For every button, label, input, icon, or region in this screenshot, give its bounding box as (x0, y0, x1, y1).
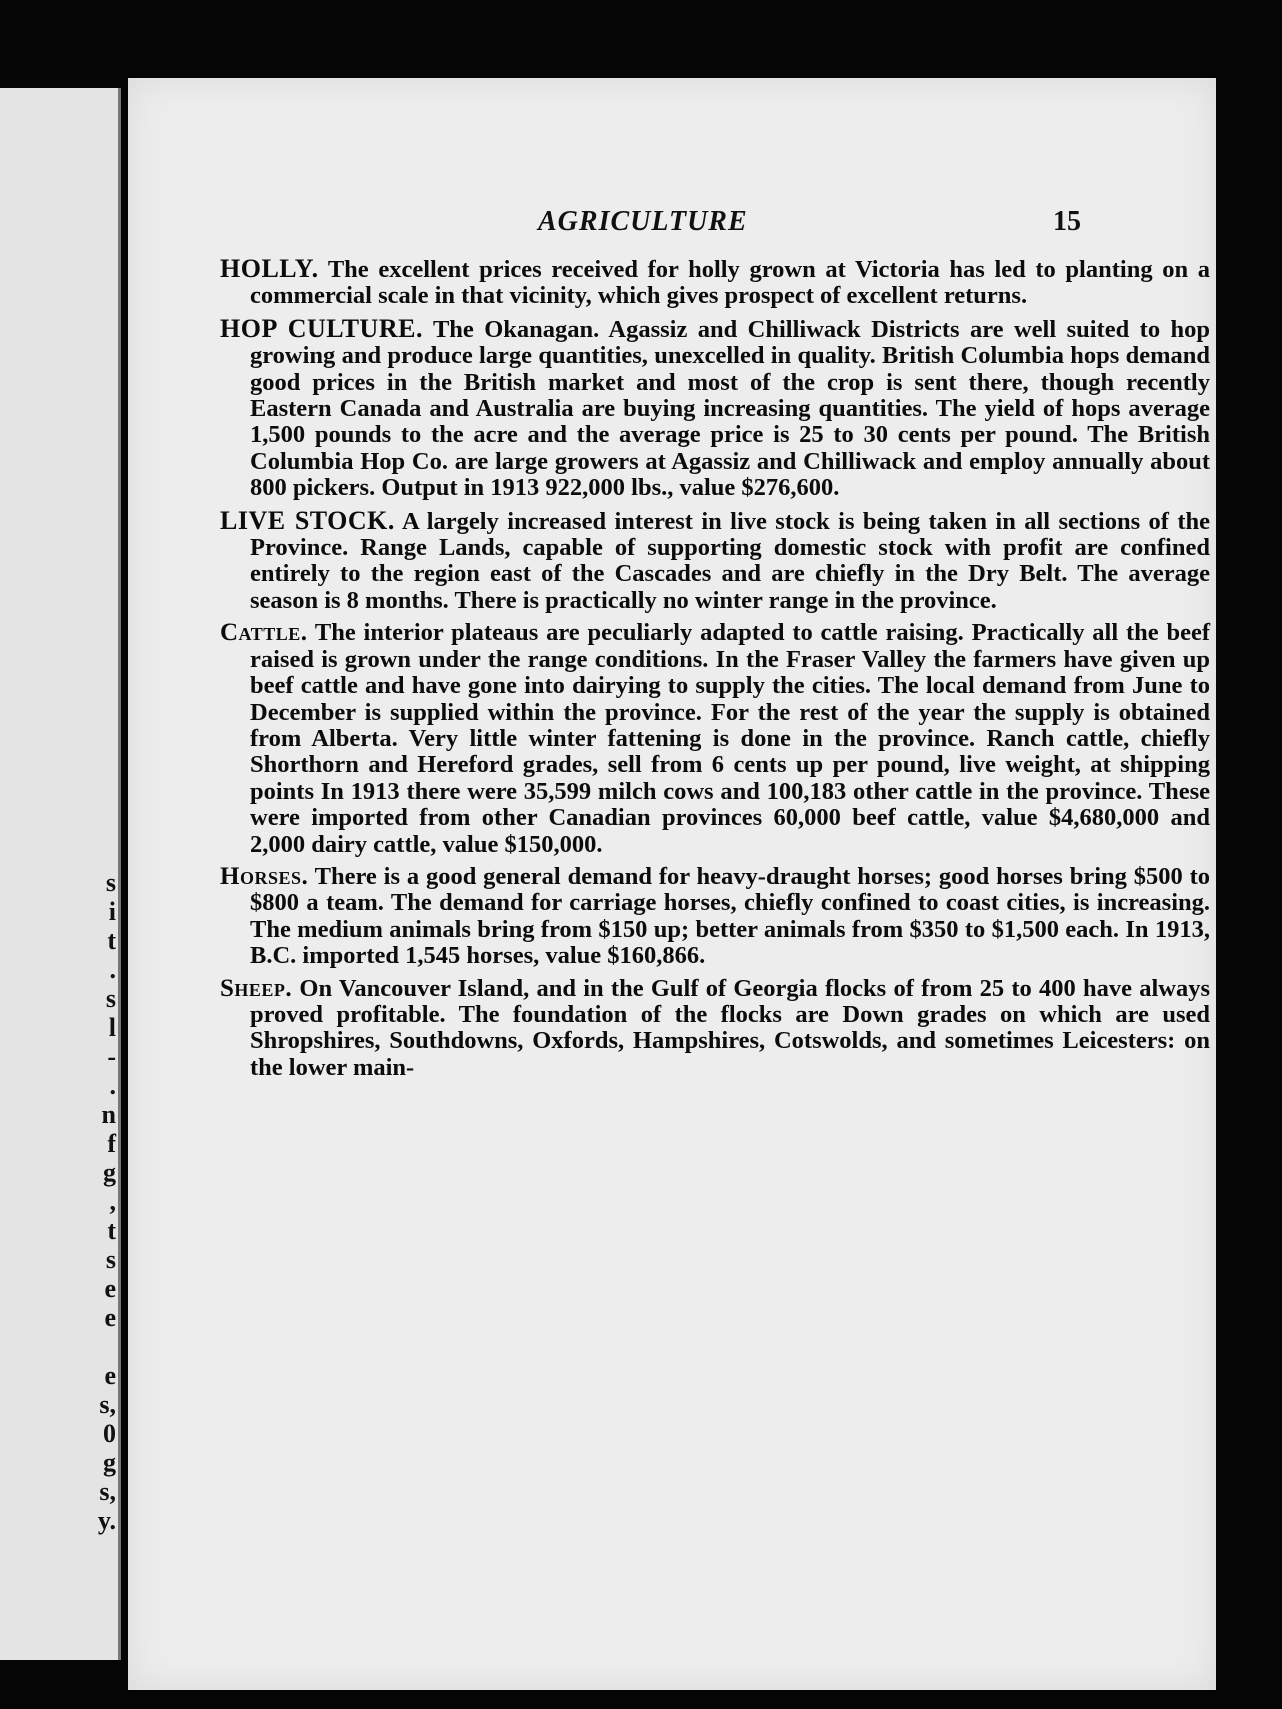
line-ending: i (108, 897, 116, 926)
line-ending: s (105, 1245, 116, 1274)
line-ending: e (104, 1274, 116, 1303)
line-ending: g (103, 1158, 116, 1187)
entry-heading: HOP CULTURE. (220, 313, 423, 343)
line-ending: l (108, 1013, 116, 1042)
line-ending: s (105, 868, 116, 897)
line-ending: y. (97, 1506, 116, 1535)
page-body (220, 256, 1210, 1087)
entry-live-stock (220, 505, 1210, 615)
line-ending: , (109, 1187, 116, 1216)
book-page (128, 78, 1216, 1690)
entry-cattle (220, 620, 1210, 858)
entry-heading: Sheep. (220, 974, 293, 1002)
line-ending: f (107, 1129, 116, 1158)
entry-hop-culture (220, 313, 1210, 502)
entry-horses (220, 864, 1210, 970)
line-ending: s, (99, 1477, 116, 1506)
line-ending: t (107, 1216, 116, 1245)
entry-heading: LIVE STOCK. (220, 505, 395, 535)
entry-text: A largely increased interest in live stock is being taken in all sections of the Province. Range Lands, capable of supporting domestic stock with profit are confined entirely to the region east of the Cascades and are chiefly in the Dry Belt. The average season is 8 months. There is practically no winter range in the province. (250, 507, 1210, 614)
entry-text: On Vancouver Island, and in the Gulf of Georgia flocks of from 25 to 400 have always proved profitable. The foundation of the flocks are Down grades on which are used Shropshires, Southdowns, Oxfords, Hampshires, Cotswolds, and sometimes Leicesters: on the lower main- (250, 974, 1211, 1081)
line-ending: 0 (103, 1419, 116, 1448)
entry-text: There is a good general demand for heavy-draught horses; good horses bring $500 to $800 a team. The demand for carriage horses, chiefly confined to coast cities, is increasing. The medium animals bring from $150 up; better animals from $350 to $1,500 each. In 1913, B.C. imported 1,545 horses, value $160,866. (250, 862, 1210, 970)
line-ending: s (105, 984, 116, 1013)
line-ending: - (107, 1042, 116, 1071)
entry-heading: Cattle. (220, 619, 308, 647)
line-ending: . (109, 955, 116, 984)
line-ending (92, 1332, 116, 1361)
entry-heading: HOLLY. (220, 254, 319, 283)
page-number: 15 (1053, 206, 1081, 237)
line-ending: . (109, 1071, 116, 1100)
running-head: AGRICULTURE (538, 206, 748, 237)
facing-page-edge (0, 88, 121, 1660)
entry-text: The Okanagan. Agassiz and Chilliwack Districts are well suited to hop growing and produce large quantities, unexcelled in quality. British Columbia hops demand good prices in the British market and most of the crop is sent there, though recently Eastern Canada and Australia are buying increasing quantities. The yield of hops average 1,500 pounds to the acre and the average price is 25 to 30 cents per pound. The British Columbia Hop Co. are large growers at Agassiz and Chilliwack and employ annually about 800 pickers. Output in 1913 922,000 lbs., value $276,600. (250, 315, 1210, 502)
line-ending: s, (99, 1390, 116, 1419)
entry-holly (220, 256, 1210, 310)
entry-sheep (220, 976, 1210, 1082)
entry-heading: Horses. (220, 862, 309, 890)
entry-text: The interior plateaus are peculiarly adapted to cattle raising. Practically all the beef raised is grown under the range conditions. In the Fraser Valley the farmers have given up beef cattle and have gone into dairying to supply the cities. The local demand from June to December is supplied within the province. For the rest of the year the supply is obtained from Alberta. Very little winter fattening is done in the province. Ranch cattle, chiefly Shorthorn and Hereford grades, sell from 6 cents up per pound, live weight, at shipping points In 1913 there were 35,599 milch cows and 100,183 other cattle in the province. These were imported from other Canadian provinces 60,000 beef cattle, value $4,680,000 and 2,000 dairy cattle, value $150,000. (250, 619, 1210, 858)
line-ending: g (103, 1448, 116, 1477)
facing-page-line-endings (92, 868, 116, 1535)
line-ending: t (107, 926, 116, 955)
line-ending: e (104, 1361, 116, 1390)
page-header (128, 206, 1216, 246)
entry-text: The excellent prices received for holly grown at Victoria has led to planting on a commercial scale in that vicinity, which gives prospect of excellent returns. (250, 256, 1210, 310)
line-ending: n (101, 1100, 116, 1129)
line-ending: e (104, 1303, 116, 1332)
